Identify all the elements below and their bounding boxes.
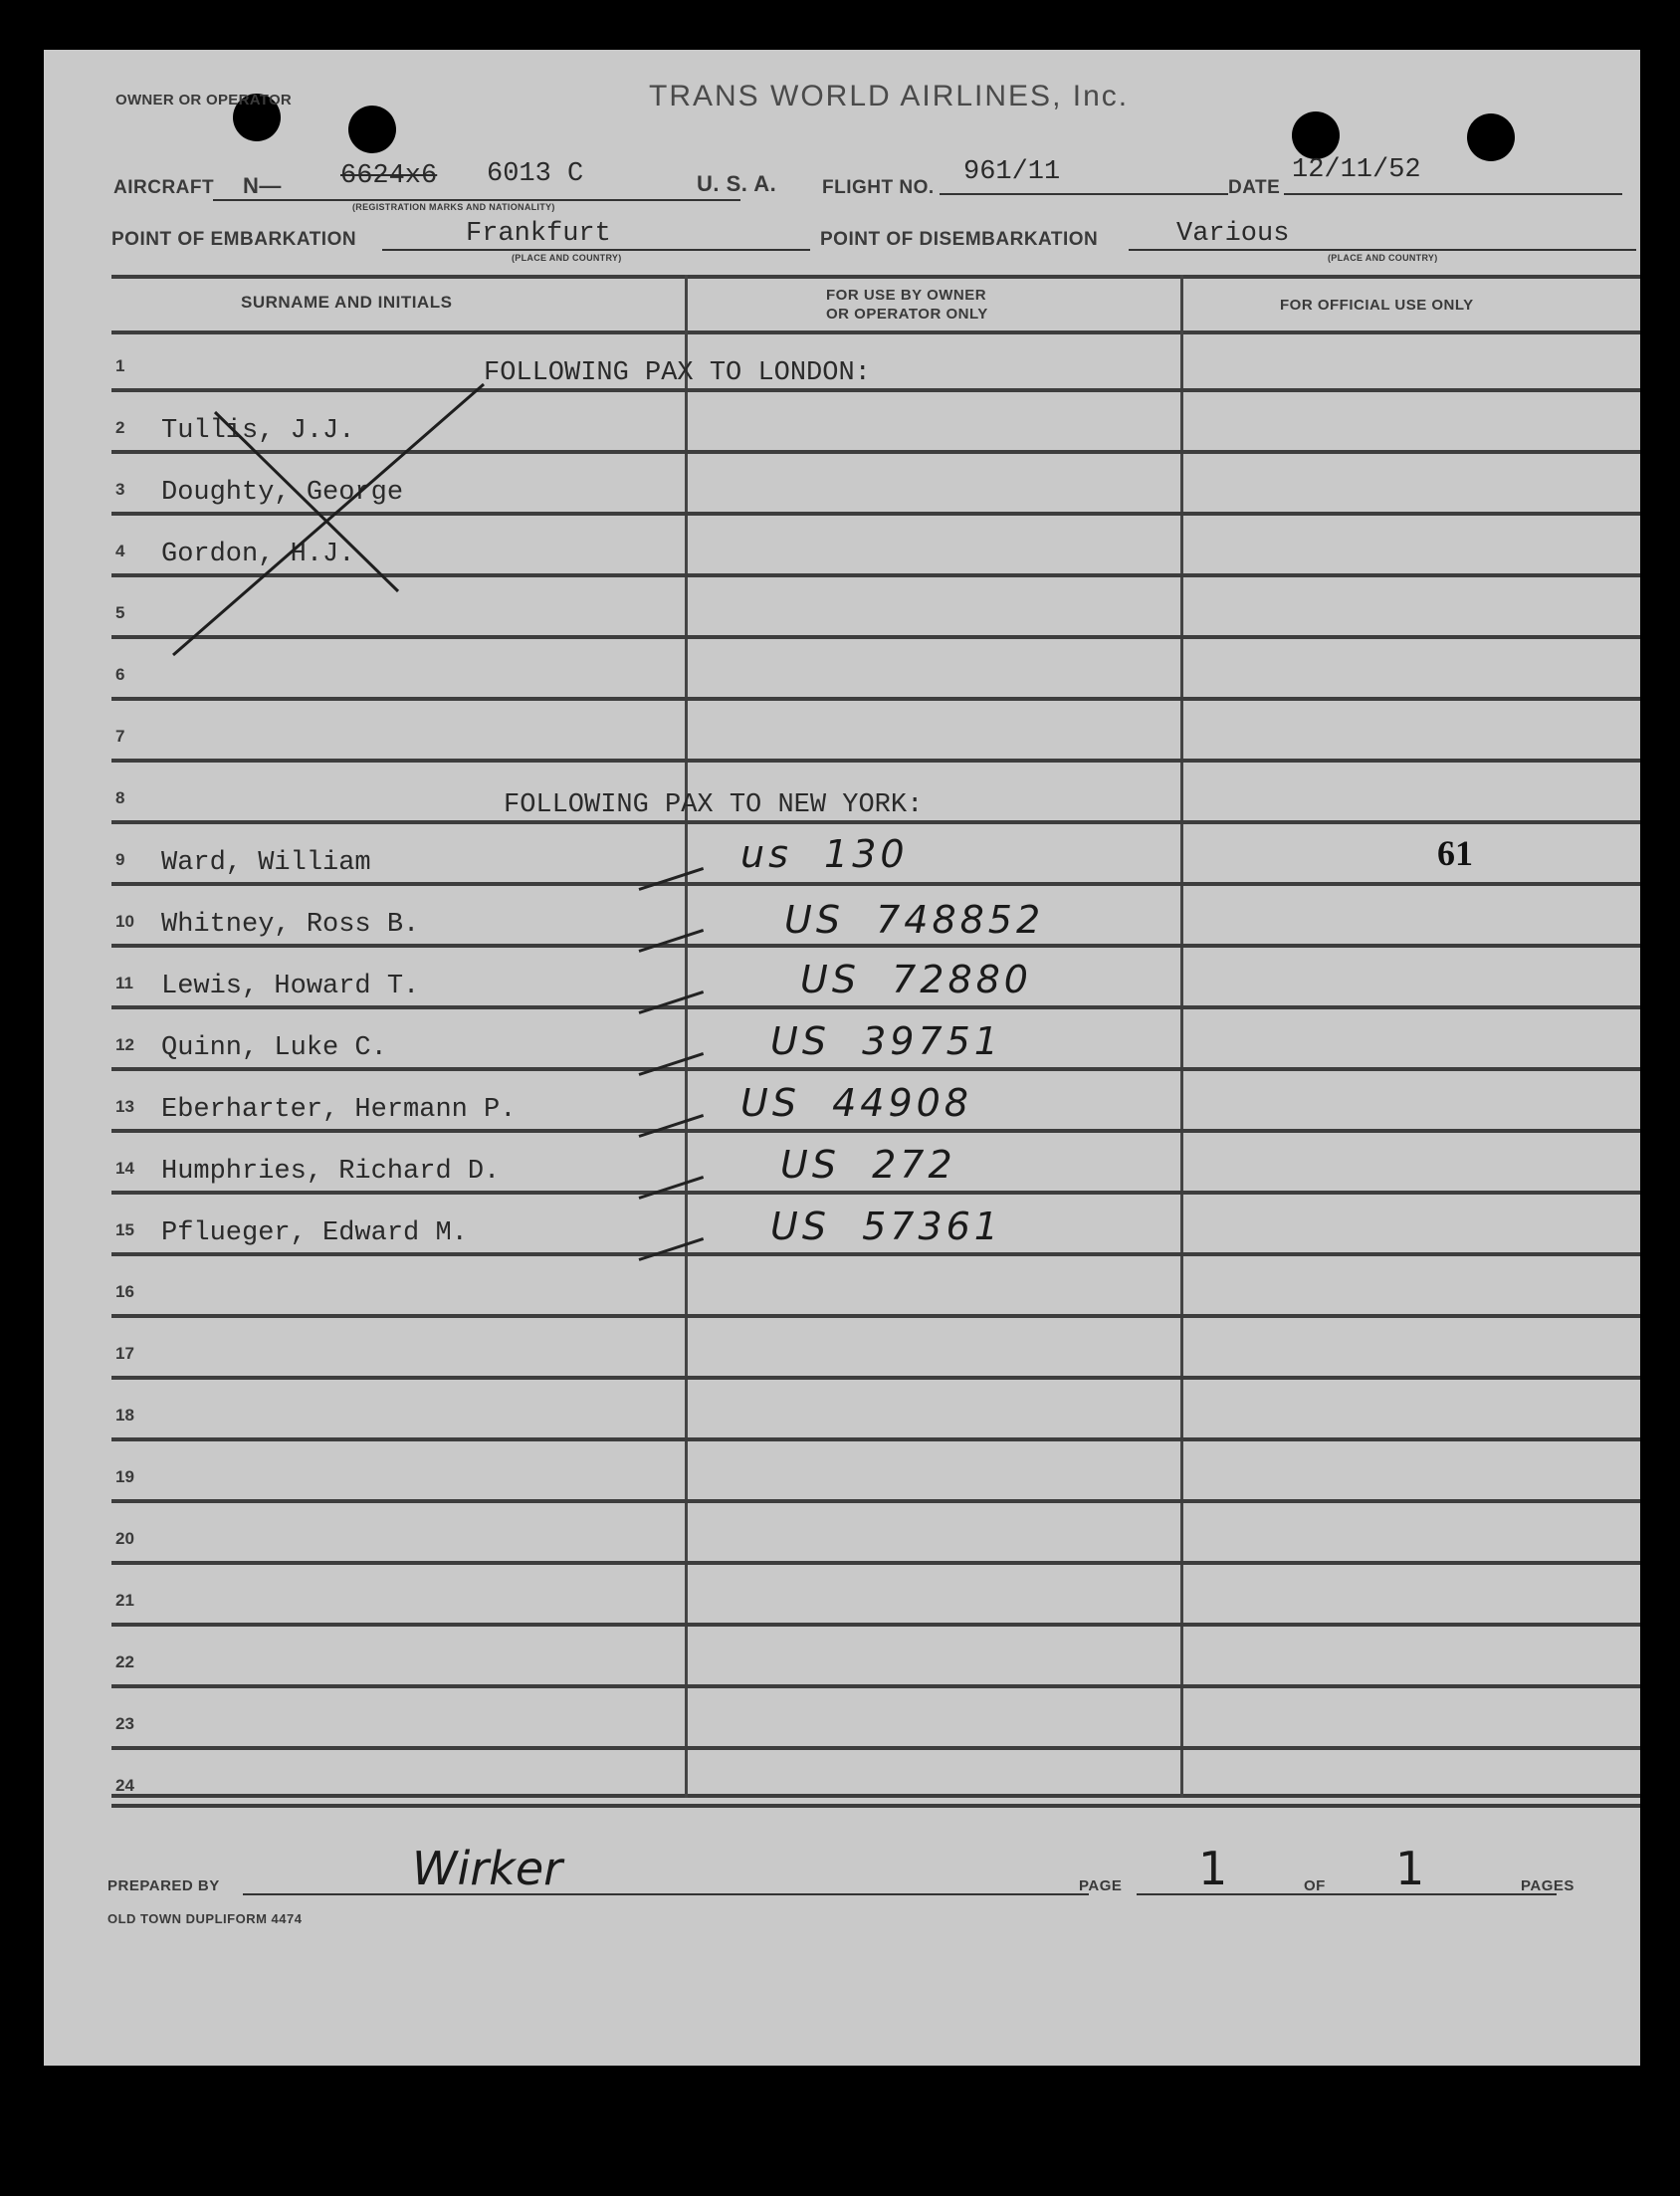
- row-number: 5: [115, 603, 125, 622]
- row-number: 1: [115, 356, 125, 375]
- row-number: 12: [115, 1035, 134, 1054]
- row-number: 6: [115, 665, 125, 684]
- row-number: 19: [115, 1467, 134, 1486]
- nationality: U. S. A.: [697, 171, 777, 196]
- row-number: 14: [115, 1159, 134, 1178]
- embarkation-note: (PLACE AND COUNTRY): [512, 253, 622, 263]
- flight-no: 961/11: [963, 157, 1061, 187]
- date-value: 12/11/52: [1292, 155, 1421, 185]
- row-number: 8: [115, 788, 125, 807]
- of-label: OF: [1304, 1877, 1326, 1894]
- row-number: 22: [115, 1652, 134, 1671]
- row-number: 9: [115, 850, 125, 869]
- passport-number: US 39751: [770, 1019, 1002, 1063]
- signature: Wirker: [412, 1842, 563, 1895]
- passenger-name: Quinn, Luke C.: [161, 1033, 387, 1063]
- row-number: 23: [115, 1714, 134, 1733]
- row-number: 17: [115, 1344, 134, 1363]
- embarkation-value: Frankfurt: [466, 219, 611, 249]
- punch-hole: [348, 106, 396, 153]
- check-tick: [639, 1176, 705, 1200]
- passenger-name: Lewis, Howard T.: [161, 972, 420, 1001]
- row-number: 2: [115, 418, 125, 437]
- registration-note: (REGISTRATION MARKS AND NATIONALITY): [352, 202, 555, 212]
- row-number: 20: [115, 1529, 134, 1548]
- disembarkation-value: Various: [1176, 219, 1290, 249]
- total-pages: 1: [1395, 1842, 1425, 1895]
- airline-name: TRANS WORLD AIRLINES, Inc.: [649, 80, 1130, 112]
- aircraft-struck-value: 6624x6: [340, 161, 438, 191]
- passenger-name: Ward, William: [161, 848, 371, 878]
- flight-no-label: FLIGHT NO.: [822, 177, 935, 198]
- passenger-name: Gordon, H.J.: [161, 540, 355, 569]
- row-number: 24: [115, 1776, 134, 1795]
- official-mark: 61: [1437, 833, 1473, 873]
- aircraft-value: 6013 C: [487, 159, 584, 189]
- col-header-names: SURNAME AND INITIALS: [241, 293, 453, 312]
- punch-hole: [1292, 111, 1340, 159]
- col-header-official: FOR OFFICIAL USE ONLY: [1280, 297, 1474, 314]
- row-number: 3: [115, 480, 125, 499]
- passenger-name: Pflueger, Edward M.: [161, 1218, 468, 1248]
- aircraft-prefix: N—: [243, 173, 282, 198]
- pages-label: PAGES: [1521, 1877, 1575, 1894]
- passenger-name: Eberharter, Hermann P.: [161, 1095, 517, 1125]
- check-tick: [639, 929, 705, 953]
- row-number: 15: [115, 1220, 134, 1239]
- section-london: FOLLOWING PAX TO LONDON:: [484, 358, 871, 388]
- check-tick: [639, 1114, 705, 1138]
- row-number: 16: [115, 1282, 134, 1301]
- embarkation-label: POINT OF EMBARKATION: [111, 229, 357, 250]
- passport-number: US 72880: [800, 958, 1032, 1001]
- manifest-sheet: [44, 50, 1640, 2066]
- row-number: 11: [115, 974, 133, 992]
- passenger-name: Tullis, J.J.: [161, 416, 355, 446]
- page-label: PAGE: [1079, 1877, 1123, 1894]
- passenger-name: Doughty, George: [161, 478, 404, 508]
- check-tick: [639, 867, 705, 891]
- disembarkation-note: (PLACE AND COUNTRY): [1328, 253, 1438, 263]
- form-number: OLD TOWN DUPLIFORM 4474: [107, 1911, 303, 1926]
- passport-number: us 130: [740, 832, 909, 876]
- row-number: 7: [115, 727, 125, 746]
- section-new-york: FOLLOWING PAX TO NEW YORK:: [504, 790, 924, 820]
- row-number: 4: [115, 542, 125, 560]
- prepared-by-label: PREPARED BY: [107, 1877, 220, 1894]
- punch-hole: [1467, 113, 1515, 161]
- check-tick: [639, 1052, 705, 1076]
- cross-out-mark: [163, 378, 502, 667]
- passport-number: US 44908: [740, 1081, 972, 1125]
- row-number: 13: [115, 1097, 134, 1116]
- passport-number: US 57361: [770, 1205, 1002, 1248]
- date-label: DATE: [1228, 177, 1281, 198]
- row-number: 10: [115, 912, 134, 931]
- check-tick: [639, 990, 705, 1014]
- row-number: 18: [115, 1406, 134, 1425]
- check-tick: [639, 1237, 705, 1261]
- owner-operator-label: OWNER OR OPERATOR: [115, 92, 293, 109]
- passenger-name: Humphries, Richard D.: [161, 1157, 501, 1187]
- col-header-owner-1: FOR USE BY OWNER: [826, 287, 987, 304]
- passenger-name: Whitney, Ross B.: [161, 910, 420, 940]
- col-header-owner-2: OR OPERATOR ONLY: [826, 306, 988, 323]
- aircraft-label: AIRCRAFT: [113, 177, 215, 198]
- page-number: 1: [1198, 1842, 1228, 1895]
- disembarkation-label: POINT OF DISEMBARKATION: [820, 229, 1099, 250]
- passport-number: US 748852: [784, 898, 1045, 942]
- row-number: 21: [115, 1591, 134, 1610]
- passport-number: US 272: [780, 1143, 956, 1187]
